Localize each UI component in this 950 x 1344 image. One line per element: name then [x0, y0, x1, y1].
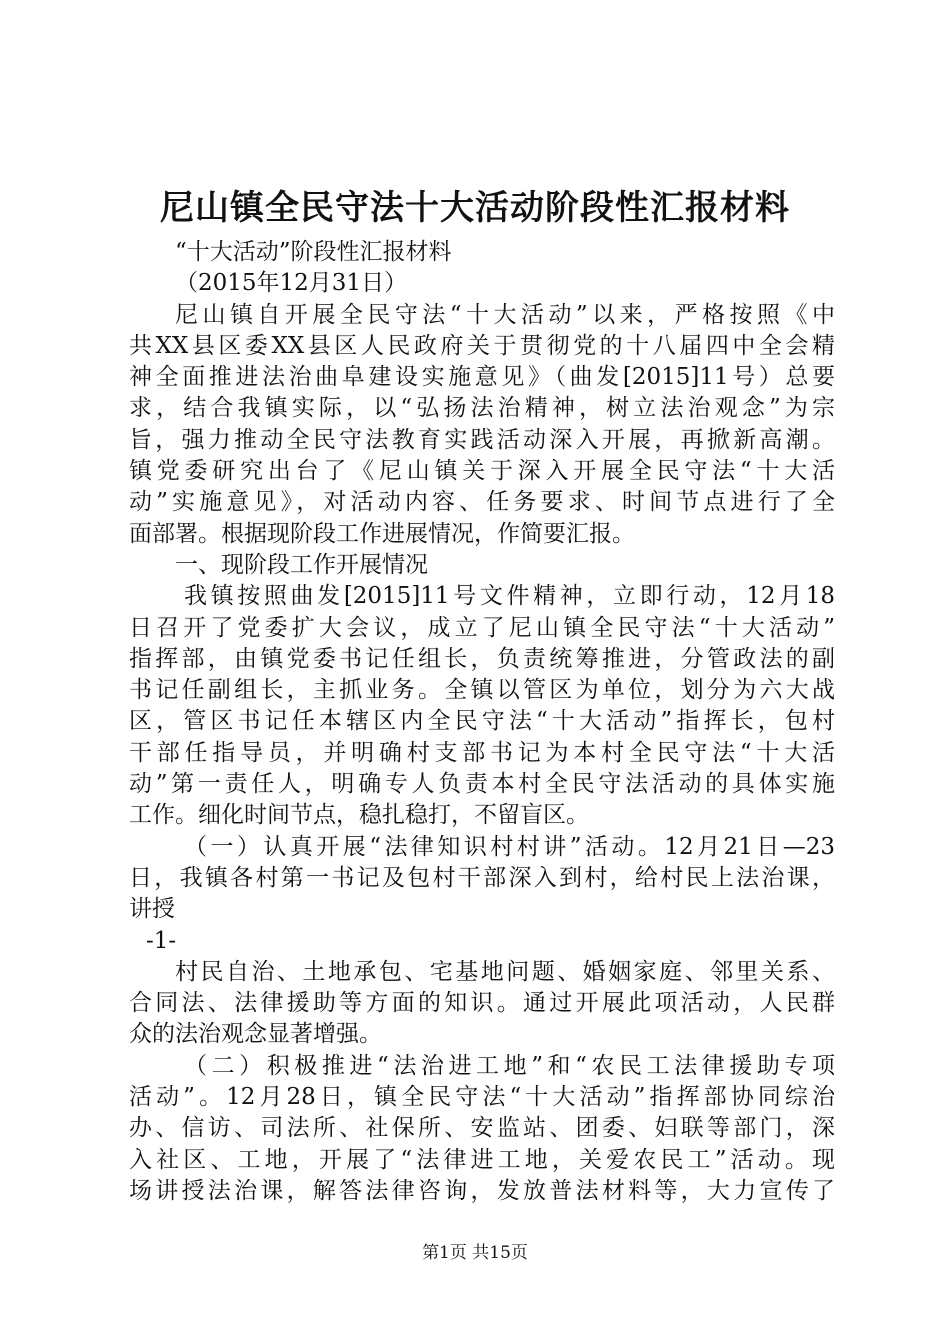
paragraph-line: 村民自治、土地承包、宅基地问题、婚姻家庭、邻里关系、 [175, 958, 835, 985]
paragraph-line: 活动”。12月28日，镇全民守法“十大活动”指挥部协同综治 [129, 1084, 835, 1111]
paragraph-line: 日，我镇各村第一书记及包村干部深入到村，给村民上法治课， [129, 864, 835, 891]
paragraph-line: 工作。细化时间节点，稳扎稳打，不留盲区。 [129, 802, 589, 829]
paragraph-line: 日召开了党委扩大会议，成立了尼山镇全民守法“十大活动” [129, 614, 835, 641]
paragraph-line: 尼山镇自开展全民守法“十大活动”以来，严格按照《中 [175, 301, 835, 328]
paragraph-line: 指挥部，由镇党委书记任组长，负责统筹推进，分管政法的副 [129, 645, 835, 672]
paragraph-line: 面部署。根据现阶段工作进展情况，作简要汇报。 [129, 520, 635, 547]
paragraph-line: 场讲授法治课，解答法律咨询，发放普法材料等，大力宣传了 [129, 1177, 835, 1204]
paragraph-line: 众的法治观念显著增强。 [129, 1021, 382, 1048]
paragraph-line: 动”实施意见》，对活动内容、任务要求、时间节点进行了全 [129, 489, 835, 516]
page-footer: 第1页 共15页 [422, 1243, 528, 1263]
document-body [129, 237, 849, 1207]
paragraph-line: 干部任指导员，并明确村支部书记为本村全民守法“十大活 [129, 739, 835, 766]
paragraph-line: 求，结合我镇实际，以“弘扬法治精神，树立法治观念”为宗 [129, 395, 835, 422]
paragraph-line: 区，管区书记任本辖区内全民守法“十大活动”指挥长，包村 [129, 708, 835, 735]
paragraph-line: 我镇按照曲发[2015]11号文件精神，立即行动，12月18 [184, 583, 835, 610]
date-line: （2015年12月31日） [175, 270, 408, 297]
paragraph-line: 镇党委研究出台了《尼山镇关于深入开展全民守法“十大活 [129, 458, 835, 485]
paragraph-line: 办、信访、司法所、社保所、安监站、团委、妇联等部门，深 [129, 1115, 835, 1142]
paragraph-line: 神全面推进法治曲阜建设实施意见》（曲发[2015]11号）总要 [129, 364, 835, 391]
section-heading: 一、现阶段工作开展情况 [175, 551, 428, 578]
paragraph-line: 入社区、工地，开展了“法律进工地，关爱农民工”活动。现 [129, 1146, 835, 1173]
paragraph-line: （二）积极推进“法治进工地”和“农民工法律援助专项 [184, 1052, 835, 1079]
paragraph-line: 合同法、法律援助等方面的知识。通过开展此项活动，人民群 [129, 990, 835, 1017]
page-number-marker: -1- [146, 927, 177, 954]
paragraph-line: 讲授 [129, 896, 175, 923]
document-title: 尼山镇全民守法十大活动阶段性汇报材料 [160, 188, 790, 228]
paragraph-line: 动”第一责任人，明确专人负责本村全民守法活动的具体实施 [129, 771, 835, 798]
subtitle-line: “十大活动”阶段性汇报材料 [175, 239, 452, 265]
paragraph-line: 书记任副组长，主抓业务。全镇以管区为单位，划分为六大战 [129, 677, 835, 704]
paragraph-line: （一）认真开展“法律知识村村讲”活动。12月21日—23 [184, 833, 835, 860]
paragraph-line: 共XX县区委XX县区人民政府关于贯彻党的十八届四中全会精 [129, 332, 835, 359]
paragraph-line: 旨，强力推动全民守法教育实践活动深入开展，再掀新高潮。 [129, 426, 835, 453]
